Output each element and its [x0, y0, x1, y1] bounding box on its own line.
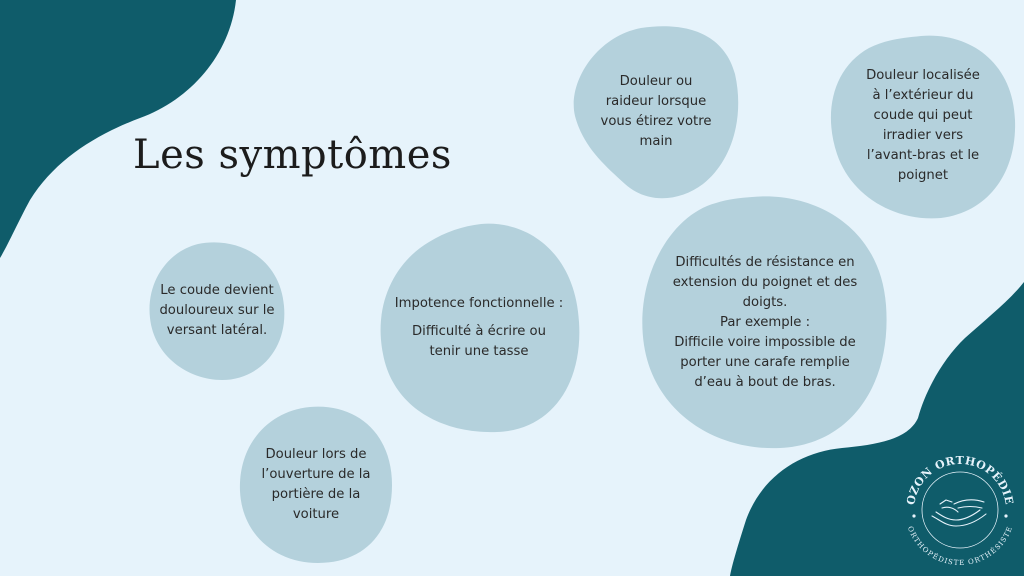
- logo-top-text: OZON ORTHOPÉDIE: [904, 453, 1016, 507]
- logo-bottom-text: ORTHOPÉDISTE ORTHÉSISTE: [906, 525, 1014, 567]
- symptom-bubble: [377, 222, 581, 434]
- symptom-line: voiture: [292, 507, 340, 522]
- symptom-bubble: [829, 32, 1017, 220]
- svg-text:ORTHOPÉDISTE ORTHÉSISTE: [906, 525, 1014, 567]
- page-title: Les symptômes: [133, 132, 452, 178]
- symptom-line: Douleur localisée: [866, 68, 980, 83]
- symptom-bubble: [148, 240, 286, 382]
- symptom-line: l’ouverture de la: [261, 467, 371, 482]
- symptom-line: douloureux sur le: [159, 303, 275, 318]
- symptom-line: tenir une tasse: [429, 344, 529, 359]
- symptom-line: d’eau à bout de bras.: [694, 374, 836, 390]
- symptom-line: portière de la: [271, 487, 361, 502]
- hands-icon: [932, 500, 986, 526]
- symptom-line: Le coude devient: [160, 283, 274, 298]
- svg-text:OZON ORTHOPÉDIE: [904, 454, 1016, 506]
- symptom-line: irradier vers: [882, 128, 964, 143]
- symptom-line: Difficultés de résistance en: [675, 254, 855, 270]
- symptom-heading: Impotence fonctionnelle :: [394, 296, 564, 311]
- logo-ring: [922, 472, 998, 548]
- symptom-line: Difficulté à écrire ou: [412, 324, 546, 339]
- symptom-line: poignet: [897, 168, 949, 183]
- top-left-shape: [0, 0, 236, 258]
- logo-dot: [1004, 514, 1007, 517]
- symptom-line: main: [639, 134, 673, 149]
- symptom-line: à l’extérieur du: [872, 88, 974, 103]
- symptom-line: vous étirez votre: [600, 114, 712, 129]
- symptom-bubble: [238, 405, 394, 565]
- symptom-line: extension du poignet et des: [672, 274, 858, 290]
- symptom-line: coude qui peut: [873, 108, 973, 123]
- symptom-line: Par exemple :: [719, 314, 811, 330]
- symptom-line: l’avant-bras et le: [866, 148, 980, 163]
- symptom-line: doigts.: [742, 294, 788, 310]
- logo-seal: [896, 446, 1024, 574]
- symptom-line: Douleur ou: [619, 74, 693, 89]
- ozon-logo: [896, 446, 1024, 574]
- symptom-line: Difficile voire impossible de: [674, 334, 856, 350]
- symptom-line: porter une carafe remplie: [680, 354, 850, 370]
- symptom-bubble: [571, 24, 741, 200]
- logo-dot: [912, 514, 915, 517]
- symptom-line: raideur lorsque: [605, 94, 707, 109]
- symptom-line: versant latéral.: [166, 323, 268, 338]
- symptom-bubble: [640, 195, 890, 450]
- symptom-line: Douleur lors de: [265, 447, 367, 462]
